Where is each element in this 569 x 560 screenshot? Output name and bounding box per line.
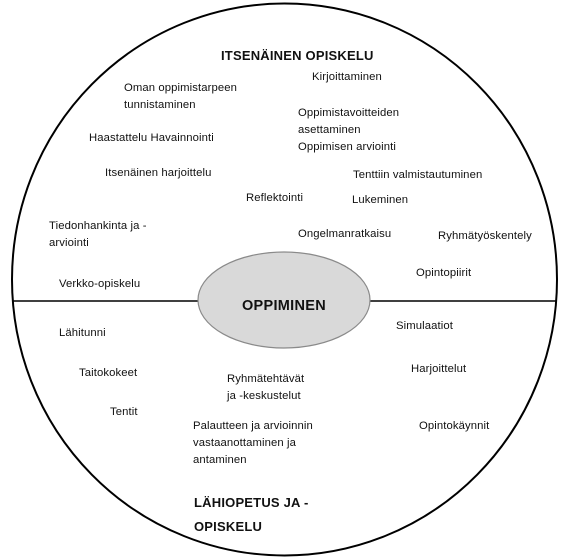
item-oppimistavoitteiden: Oppimistavoitteiden asettaminen Oppimisen arviointi [298, 107, 400, 153]
item-simulaatiot: Simulaatiot [396, 320, 453, 332]
item-ongelmanratkaisu: Ongelmanratkaisu [298, 228, 392, 240]
item-ryhmatehtavat: Ryhmätehtävät ja -keskustelut [227, 373, 305, 402]
item-itsenainen-harjoittelu: Itsenäinen harjoittelu [105, 167, 212, 179]
item-palautteen-ja-arvioinnin: Palautteen ja arvioinnin vastaanottaminen ja antaminen [193, 420, 313, 466]
item-haastattelu-havainnointi: Haastattelu Havainnointi [89, 132, 214, 144]
bottom-section-title: LÄHIOPETUS JA - OPISKELU [194, 495, 309, 534]
item-oman-oppimistarpeen: Oman oppimistarpeen tunnistaminen [124, 82, 238, 111]
item-tentit: Tentit [110, 406, 138, 418]
center-label: OPPIMINEN [241, 298, 327, 314]
item-tenttiin-valmistautuminen: Tenttiin valmistautuminen [353, 169, 483, 181]
item-opintokaynnit: Opintokäynnit [419, 420, 490, 432]
item-opintopiirit: Opintopiirit [416, 267, 472, 279]
item-taitokokeet: Taitokokeet [79, 367, 138, 379]
item-verkko-opiskelu: Verkko-opiskelu [59, 278, 141, 290]
item-kirjoittaminen: Kirjoittaminen [312, 71, 382, 83]
item-tiedonhankinta: Tiedonhankinta ja - arviointi [49, 220, 147, 249]
item-ryhmatyoskentely: Ryhmätyöskentely [438, 230, 532, 242]
top-section-title: ITSENÄINEN OPISKELU [221, 48, 374, 63]
item-lahitunni: Lähitunni [59, 327, 106, 339]
item-reflektointi: Reflektointi [246, 192, 304, 204]
item-lukeminen: Lukeminen [352, 194, 409, 206]
item-harjoittelut: Harjoittelut [411, 363, 467, 375]
